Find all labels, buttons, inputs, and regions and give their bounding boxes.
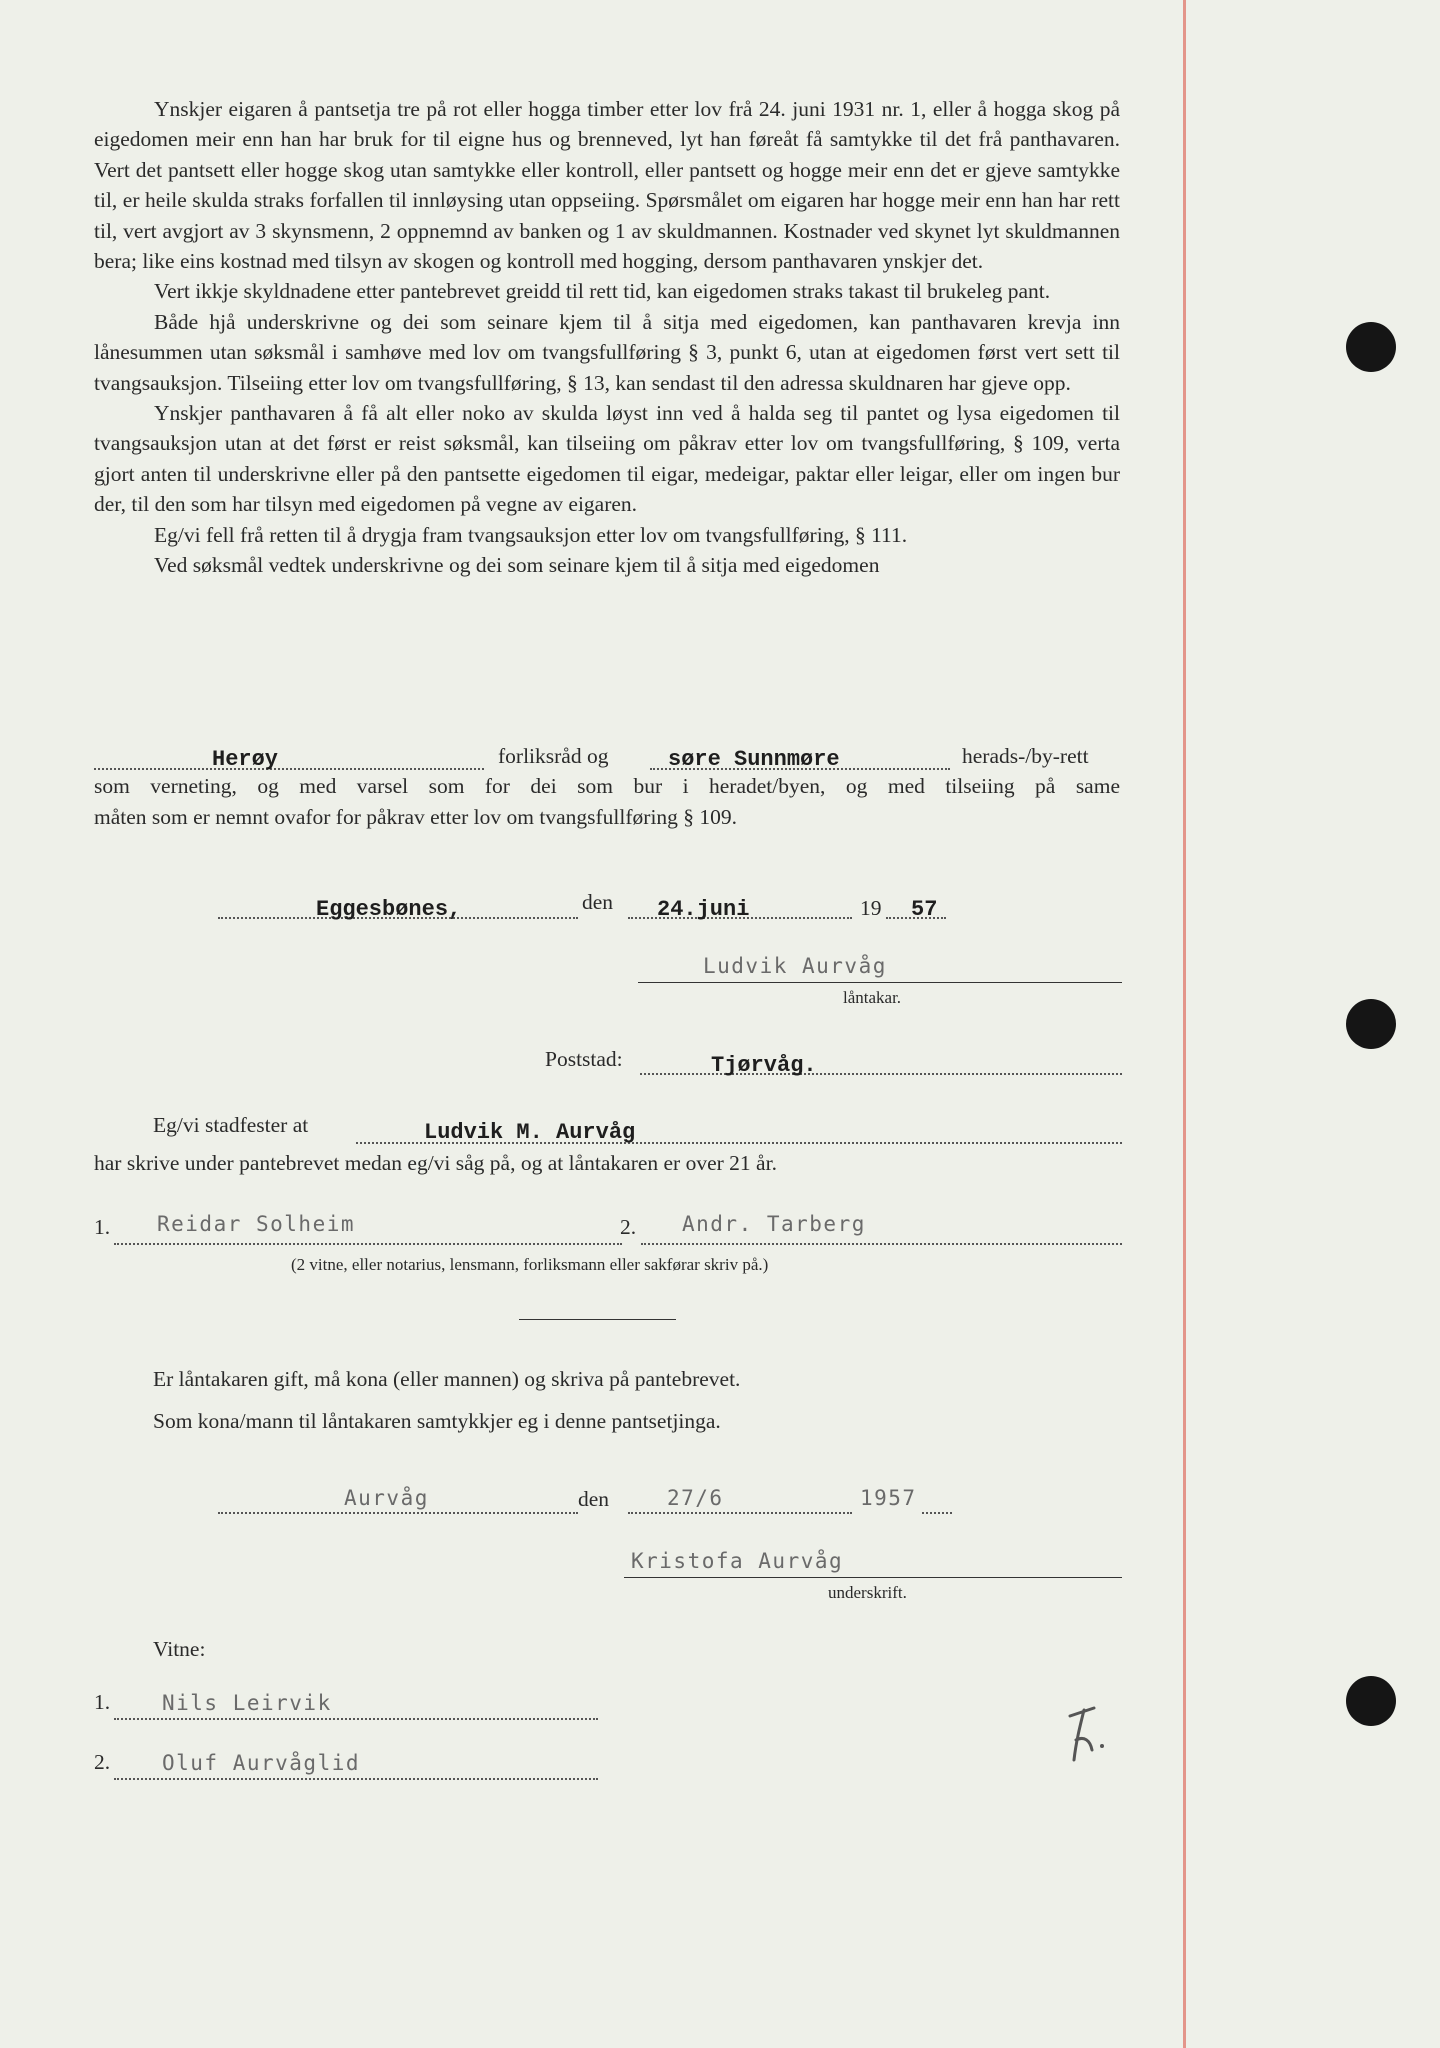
spouse-den-label: den	[578, 1487, 610, 1511]
spouse-place-line	[218, 1512, 578, 1514]
spouse-witness-2-number: 2.	[94, 1750, 111, 1774]
spouse-place: Aurvåg	[344, 1486, 429, 1510]
spouse-line-1: Er låntakaren gift, må kona (eller mannen) og skriva på pantebrevet.	[153, 1367, 741, 1391]
den-label: den	[582, 890, 614, 914]
spouse-signature: Kristofa Aurvåg	[631, 1549, 844, 1573]
vitne-label: Vitne:	[153, 1637, 206, 1661]
witness-1-number: 1.	[94, 1215, 111, 1239]
witness-1-signature: Reidar Solheim	[157, 1212, 356, 1236]
witness-1-line	[114, 1243, 622, 1245]
spouse-date: 27/6	[667, 1486, 724, 1510]
spouse-year: 1957	[860, 1486, 917, 1510]
forliksrad-label: forliksråd og	[498, 744, 609, 768]
venue-line-3: måten som er nemnt ovafor for påkrav etter lov om tvangsfullføring § 109.	[94, 805, 738, 829]
spouse-witness-2-line	[114, 1778, 598, 1780]
witness-2-line	[641, 1243, 1122, 1245]
punch-hole-bottom	[1346, 1676, 1396, 1726]
date-value: 24.juni	[657, 897, 750, 922]
forliksrad-value: Herøy	[212, 747, 279, 772]
punch-hole-top	[1346, 322, 1396, 372]
paragraph-default: Vert ikkje skyldnadene etter pantebrevet greidd til rett tid, kan eigedomen straks takast til brukeleg pant.	[154, 279, 1051, 304]
venue-line-2: som verneting, og med varsel som for dei som bur i heradet/byen, og med tilseiing på same	[94, 774, 1120, 798]
paragraph-logging: Ynskjer eigaren å pantsetja tre på rot eller hogga timber etter lov frå 24. juni 1931 nr. 1, eller å hogga skog på eigedomen meir enn han har bruk for til eigne hus og brenneved, lyt han føreåt få samtykke til det frå panthavaren. Vert det pantsett eller hogge skog utan samtykke eller kontroll, eller pantsett og hogge meir enn det er gjeve samtykke til, er heile skulda straks forfallen til innløysing utan oppseiing. Spørsmålet om eigaren har hogge meir enn han har rett til, vert avgjort av 3 skynsmenn, 2 oppnemnd av banken og 1 av skuldmannen. Kostnader ved skynet lyt skuldmannen bera; like eins kostnad med tilsyn av skogen og kontroll med hogging, dersom panthavaren ynskjer det.	[94, 97, 1120, 274]
terms-text	[94, 94, 1120, 581]
witness-note: (2 vitne, eller notarius, lensmann, forliksmann eller sakførar skriv på.)	[291, 1255, 769, 1274]
handwritten-initials-mark	[1064, 1706, 1108, 1776]
spouse-signature-line	[624, 1577, 1122, 1578]
paragraph-waiver: Eg/vi fell frå retten til å drygja fram tvangsauksjon etter lov om tvangsfullføring, § 111.	[154, 522, 908, 547]
place-value: Eggesbønes,	[316, 897, 462, 922]
borrower-signature: Ludvik Aurvåg	[703, 954, 887, 978]
initials-stroke-icon	[1064, 1706, 1108, 1766]
punch-hole-middle	[1346, 999, 1396, 1049]
spouse-year-line	[922, 1512, 952, 1514]
witness-2-signature: Andr. Tarberg	[682, 1212, 866, 1236]
year-prefix: 19	[860, 896, 882, 920]
confirm-text: har skrive under pantebrevet medan eg/vi såg på, og at låntakaren er over 21 år.	[94, 1151, 777, 1175]
margin-line	[1183, 0, 1186, 2048]
rett-label: herads-/by-rett	[962, 744, 1089, 768]
spouse-line-2: Som kona/mann til låntakaren samtykkjer eg i denne pantsetjinga.	[153, 1409, 721, 1433]
spouse-witness-1-number: 1.	[94, 1690, 111, 1714]
separator-line	[519, 1319, 676, 1320]
paragraph-auction: Ynskjer panthavaren å få alt eller noko av skulda løyst inn ved å halda seg til pantet og lysa eigedomen til tvangsauksjon utan at det først er reist søksmål, kan tilseiing om påkrav etter lov om tvangsfullføring, § 109, verta gjort anten til underskrivne eller på den pantsette eigedomen til eigar, medeigar, paktar eller leigar, eller om ingen bur der, til den som har tilsyn med eigedomen på vegne av eigaren.	[94, 401, 1120, 517]
borrower-signature-label: låntakar.	[843, 988, 902, 1007]
paragraph-collection: Både hjå underskrivne og dei som seinare kjem til å sitja med eigedomen, kan panthavaren krevja inn lånesummen utan søksmål i samhøve med lov om tvangsfullføring § 3, punkt 6, utan at eigedomen først vert sett til tvangsauksjon. Tilseiing etter lov om tvangsfullføring, § 13, kan sendast til den adressa skuldnaren har gjeve opp.	[94, 309, 1120, 395]
year-suffix: 57	[911, 897, 938, 922]
rett-value: søre Sunnmøre	[668, 747, 840, 772]
spouse-witness-1-line	[114, 1718, 598, 1720]
spouse-date-line	[628, 1512, 852, 1514]
witness-2-number: 2.	[620, 1215, 637, 1239]
borrower-signature-line	[638, 982, 1122, 983]
paragraph-lawsuit: Ved søksmål vedtek underskrivne og dei som seinare kjem til å sitja med eigedomen	[154, 553, 880, 578]
spouse-signature-label: underskrift.	[828, 1583, 907, 1602]
poststad-label: Poststad:	[545, 1047, 623, 1071]
spouse-witness-2-signature: Oluf Aurvåglid	[162, 1751, 361, 1775]
confirm-name: Ludvik M. Aurvåg	[424, 1120, 636, 1145]
confirm-label: Eg/vi stadfester at	[153, 1113, 309, 1137]
forliksrad-line	[94, 768, 484, 770]
poststad-value: Tjørvåg.	[711, 1053, 817, 1078]
spouse-witness-1-signature: Nils Leirvik	[162, 1691, 332, 1715]
